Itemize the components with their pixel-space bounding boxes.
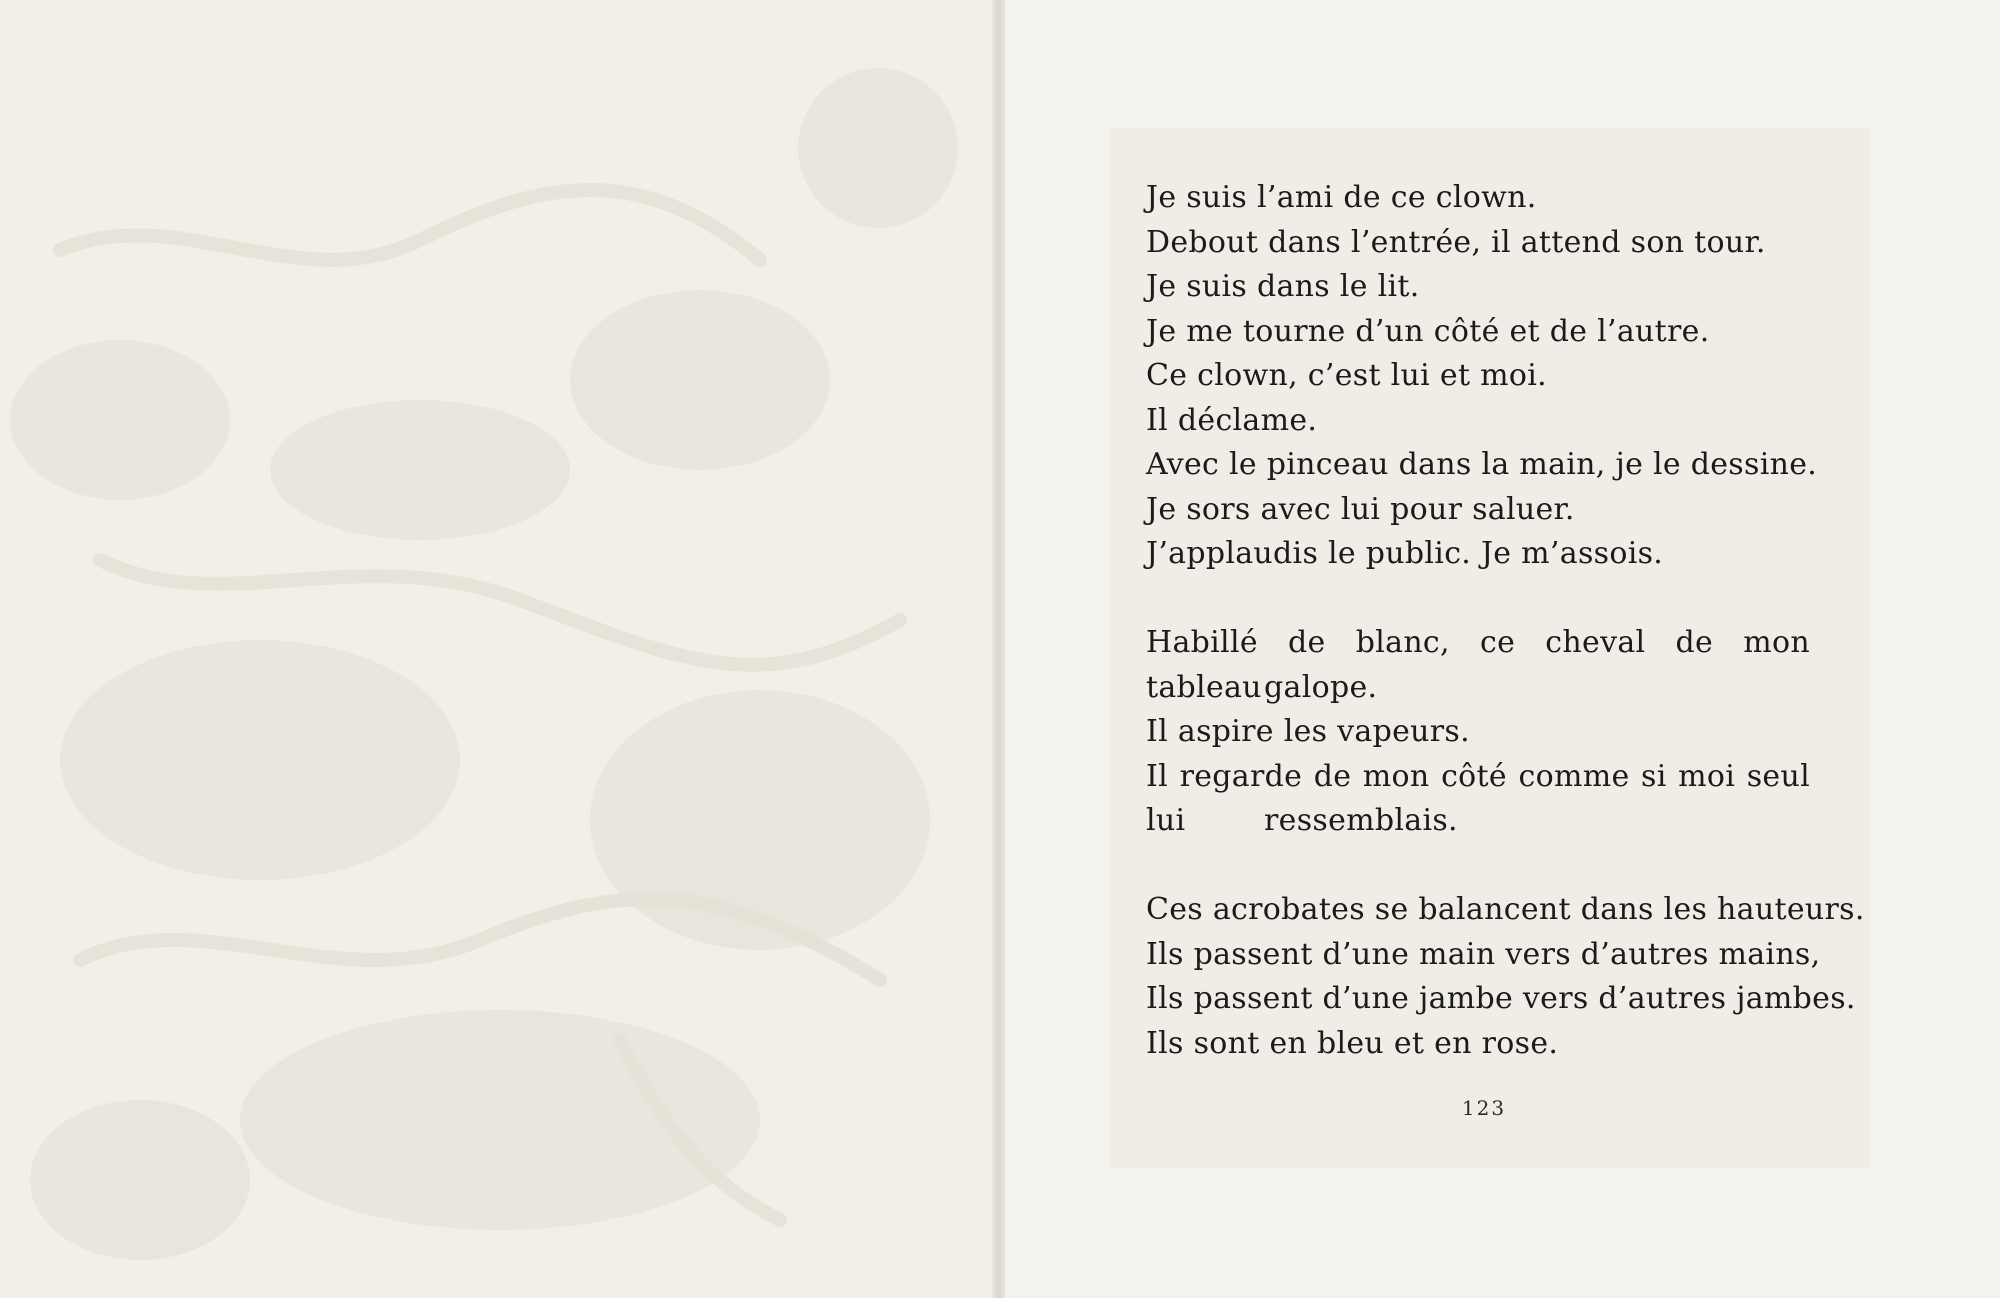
poem-line: Ils sont en bleu et en rose. [1146,1025,1559,1061]
poem-line: Debout dans l’entrée, il attend son tour. [1146,224,1766,260]
book-gutter [992,0,1006,1298]
poem-line-continuation: ressemblais. [1264,803,1458,838]
faded-illustration [0,0,994,1298]
poem-line: Ce clown, c’est lui et moi. [1146,358,1547,393]
poem-line: Il déclame. [1146,402,1318,438]
poem-line: Habillé de blanc, ce cheval de mon tableau [1146,625,1810,705]
poem-line: Je suis dans le lit. [1146,269,1420,304]
poem-text [1146,176,1865,1066]
stanza-break [1146,577,1826,622]
poem-line: Ils passent d’une main vers d’autres mains, [1146,936,1821,972]
page-number: 123 [1461,1096,1507,1120]
faded-brush-stroke [60,190,760,260]
faded-blob-shape [270,400,570,540]
poem-line: Ces acrobates se balancent dans les hauteurs. [1146,892,1865,927]
poem-line: Je sors avec lui pour saluer. [1146,491,1575,527]
poem-line: J’applaudis le public. Je m’assois. [1146,536,1664,571]
poem-line: Je suis l’ami de ce clown. [1146,180,1537,215]
faded-blob-shape [10,340,230,500]
faded-blob-shape [30,1100,250,1260]
left-page-faded-illustration [0,0,994,1298]
poem-line: Il regarde de mon côté comme si moi seul lui [1146,758,1810,838]
poem-line: Ils passent d’une jambe vers d’autres jambes. [1146,981,1856,1016]
faded-blob-shape [240,1010,760,1230]
poem-line: Je me tourne d’un côté et de l’autre. [1146,313,1710,349]
faded-blob-shape [570,290,830,470]
poem-line: Il aspire les vapeurs. [1146,714,1470,749]
faded-blob-shape [60,640,460,880]
poem-line: Avec le pinceau dans la main, je le dessine. [1146,447,1818,482]
faded-blob-shape [590,690,930,950]
faded-moon-shape [798,68,958,228]
poem-line-continuation: galope. [1264,669,1378,705]
stanza-break [1146,844,1826,889]
